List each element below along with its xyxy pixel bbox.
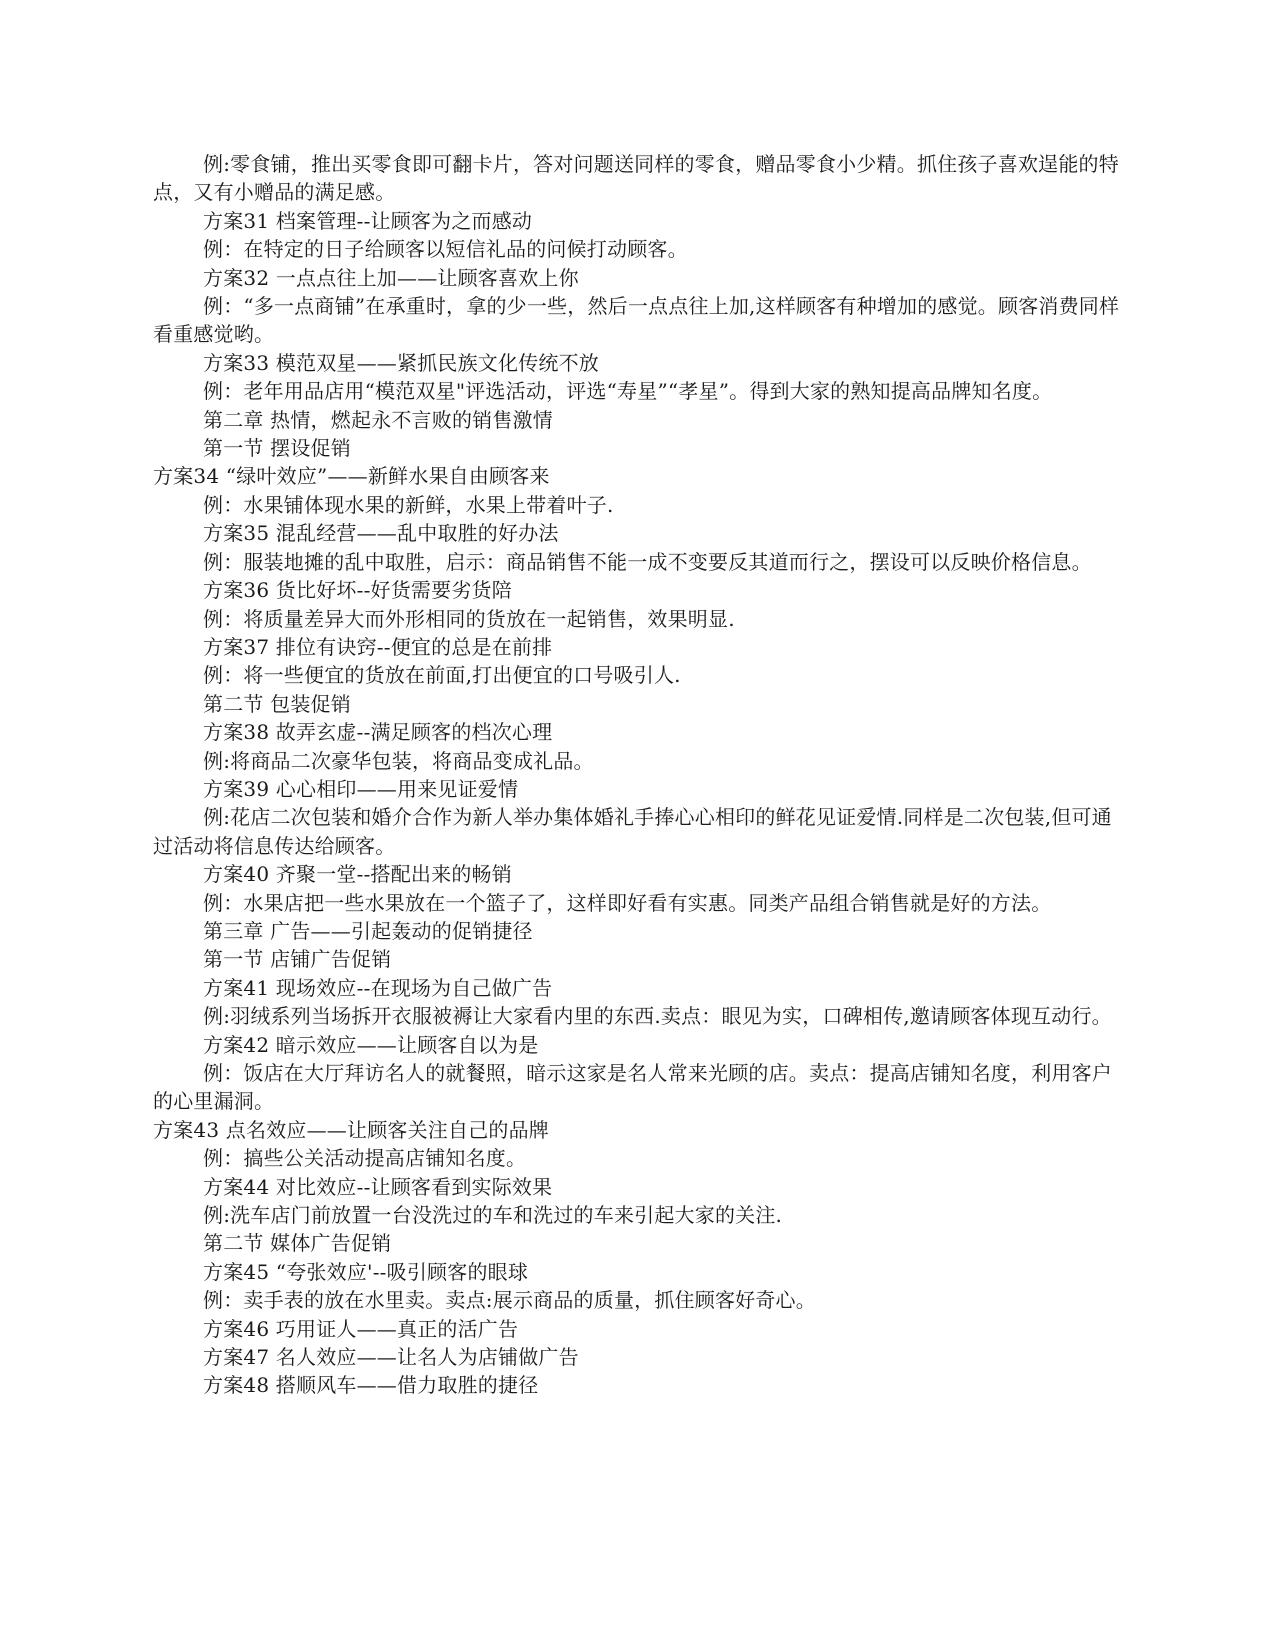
text-paragraph: 例：水果铺体现水果的新鲜，水果上带着叶子. <box>203 492 614 517</box>
text-paragraph: 第二章 热情，燃起永不言败的销售激情 <box>203 407 553 432</box>
text-paragraph: 方案43 点名效应——让顾客关注自己的品牌 <box>153 1117 550 1142</box>
text-paragraph: 方案36 货比好坏--好货需要劣货陪 <box>203 578 512 603</box>
text-paragraph: 方案42 暗示效应——让顾客自以为是 <box>203 1032 539 1057</box>
text-paragraph: 第二节 媒体广告促销 <box>203 1231 392 1256</box>
text-paragraph: 方案33 模范双星——紧抓民族文化传统不放 <box>203 350 600 375</box>
text-paragraph: 方案45 “夸张效应'--吸引顾客的眼球 <box>203 1259 529 1284</box>
text-paragraph: 例：老年用品店用“模范双星"评选活动，评选“寿星”“孝星”。得到大家的熟知提高品牌知名度。 <box>203 379 1053 404</box>
text-paragraph: 例:将商品二次豪华包装，将商品变成礼品。 <box>203 748 594 773</box>
text-paragraph: 例:零食铺，推出买零食即可翻卡片，答对问题送同样的零食，赠品零食小少精。抓住孩子喜欢逞能的特点，又有小赠品的满足感。 <box>153 152 1119 205</box>
text-paragraph: 例：将质量差异大而外形相同的货放在一起销售，效果明显. <box>203 606 735 631</box>
text-paragraph: 例:羽绒系列当场拆开衣服被褥让大家看内里的东西.卖点：眼见为实，口碑相传,邀请顾客体现互动行。 <box>203 1004 1112 1029</box>
text-paragraph: 第一节 摆设促销 <box>203 436 351 461</box>
text-paragraph: 方案41 现场效应--在现场为自己做广告 <box>203 975 553 1000</box>
text-paragraph: 方案37 排位有诀窍--便宜的总是在前排 <box>203 634 553 659</box>
text-paragraph: 方案32 一点点往上加——让顾客喜欢上你 <box>203 265 579 290</box>
text-paragraph: 例:花店二次包装和婚介合作为新人举办集体婚礼手捧心心相印的鲜花见证爱情.同样是二次包装,但可通过活动将信息传达给顾客。 <box>153 805 1112 858</box>
text-paragraph: 第一节 店铺广告促销 <box>203 947 392 972</box>
text-paragraph: 方案40 齐聚一堂--搭配出来的畅销 <box>203 862 512 887</box>
text-paragraph: 方案35 混乱经营——乱中取胜的好办法 <box>203 521 559 546</box>
document-body <box>153 150 1125 1400</box>
text-paragraph: 第二节 包装促销 <box>203 691 351 716</box>
text-paragraph: 例：服装地摊的乱中取胜，启示：商品销售不能一成不变要反其道而行之，摆设可以反映价格信息。 <box>203 549 1092 574</box>
text-paragraph: 例：“多一点商铺”在承重时，拿的少一些，然后一点点往上加,这样顾客有种增加的感觉。顾客消费同样看重感觉哟。 <box>153 294 1120 347</box>
text-paragraph: 方案39 心心相印——用来见证爱情 <box>203 776 519 801</box>
text-paragraph: 例：饭店在大厅拜访名人的就餐照，暗示这家是名人常来光顾的店。卖点：提高店铺知名度，利用客户的心里漏洞。 <box>153 1061 1112 1114</box>
text-paragraph: 方案34 “绿叶效应”——新鲜水果自由顾客来 <box>153 464 550 489</box>
text-paragraph: 方案44 对比效应--让顾客看到实际效果 <box>203 1174 553 1199</box>
text-paragraph: 方案31 档案管理--让顾客为之而感动 <box>203 208 533 233</box>
text-paragraph: 方案46 巧用证人——真正的活广告 <box>203 1316 519 1341</box>
text-paragraph: 方案48 搭顺风车——借力取胜的捷径 <box>203 1373 539 1398</box>
text-paragraph: 例：卖手表的放在水里卖。卖点:展示商品的质量，抓住顾客好奇心。 <box>203 1288 816 1313</box>
text-paragraph: 例：水果店把一些水果放在一个篮子了，这样即好看有实惠。同类产品组合销售就是好的方法。 <box>203 890 1052 915</box>
text-paragraph: 方案47 名人效应——让名人为店铺做广告 <box>203 1345 579 1370</box>
text-paragraph: 例：将一些便宜的货放在前面,打出便宜的口号吸引人. <box>203 663 681 688</box>
text-paragraph: 方案38 故弄玄虚--满足顾客的档次心理 <box>203 720 553 745</box>
text-paragraph: 例：在特定的日子给顾客以短信礼品的问候打动顾客。 <box>203 237 688 262</box>
text-paragraph: 例:洗车店门前放置一台没洗过的车和洗过的车来引起大家的关注. <box>203 1203 783 1228</box>
text-paragraph: 第三章 广告——引起轰动的促销捷径 <box>203 918 533 943</box>
text-paragraph: 例：搞些公关活动提高店铺知名度。 <box>203 1146 527 1171</box>
